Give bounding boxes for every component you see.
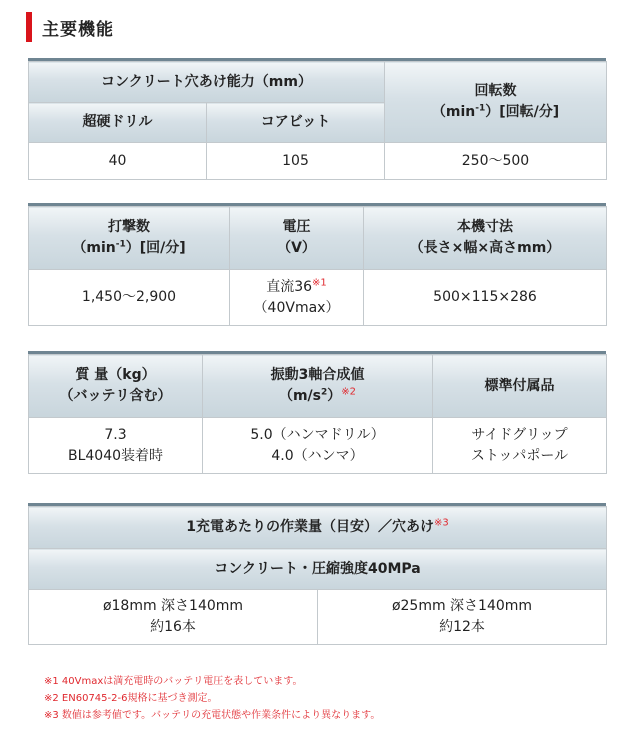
voltage-value-line2: （40Vmax） [253,299,340,316]
workload-18mm-line1: ø18mm 深さ140mm [102,598,244,614]
vibration-header-pre: （m/s [278,388,322,404]
core-bit-header: コアビット [207,103,385,143]
note-mark-1: ※1 [312,276,327,288]
accessories-value [433,418,607,474]
mass-header [29,355,203,418]
mass-header-line1: 質 量（kg） [75,367,156,383]
rpm-header-post: ）[回転/分] [485,104,560,120]
mass-value [29,418,203,474]
voltage-header [230,207,364,270]
voltage-header-line1: 電圧 [282,219,311,235]
concrete-strength-header: コンクリート・圧縮強度40MPa [29,549,607,590]
impact-header [29,207,230,270]
dimensions-header [364,207,607,270]
heading-accent-bar [26,12,32,42]
footnote-3: ※3 数値は参考値です。バッテリの充電状態や作業条件により異なります。 [44,710,381,721]
spec-table-impact [28,206,607,326]
workload-25mm-line2: 約12本 [439,619,485,635]
accessories-header: 標準付属品 [433,355,607,418]
impact-header-sup: -1 [115,239,126,250]
capacity-header: コンクリート穴あけ能力（mm） [29,62,385,103]
rpm-header-line2 [385,102,606,123]
spec-table-mass [28,354,607,474]
workload-18mm-line2: 約16本 [150,619,196,635]
rpm-header-line1: 回転数 [474,83,517,99]
voltage-value-text: 直流36 [266,278,313,295]
vibration-header-post: ） [327,388,342,404]
vibration-header [203,355,433,418]
vibration-value-line2: 4.0（ハンマ） [271,447,364,464]
mass-header-line2: （バッテリ含む） [59,388,172,404]
carbide-drill-value: 40 [29,143,207,180]
footnote-1: ※1 40Vmaxは満充電時のバッテリ電圧を表しています。 [44,676,303,687]
spec-table-workload [28,506,607,645]
note-mark-2: ※2 [341,386,357,398]
rpm-header [385,62,607,143]
rpm-header-pre: （min [431,104,476,120]
impact-header-post: ）[回/分] [125,240,186,256]
impact-header-line1: 打撃数 [108,219,150,235]
section-title: 主要機能 [42,19,114,40]
core-bit-value: 105 [207,143,385,180]
impact-value: 1,450～2,900 [29,270,230,326]
dimensions-header-line2: （長さ×幅×高さmm） [409,240,561,256]
vibration-header-line1: 振動3軸合成値 [270,367,365,383]
rpm-header-sup: -1 [475,103,486,114]
vibration-header-line2 [203,386,432,407]
vibration-header-sup: 2 [321,387,328,398]
workload-header [29,507,607,549]
impact-header-pre: （min [72,240,116,256]
vibration-value [203,418,433,474]
section-heading [26,12,114,42]
note-mark-3: ※3 [434,517,449,529]
carbide-drill-header: 超硬ドリル [29,103,207,143]
rpm-value: 250～500 [385,143,607,180]
mass-value-line2: BL4040装着時 [67,447,164,464]
spec-table-capacity [28,61,607,180]
accessories-value-line2: ストッパポール [470,447,569,464]
vibration-value-line1: 5.0（ハンマドリル） [250,426,385,443]
voltage-value [230,270,364,326]
voltage-value-line1 [230,277,363,298]
workload-header-text: 1充電あたりの作業量（目安）／穴あけ [186,519,434,535]
accessories-value-line1: サイドグリップ [471,426,568,443]
workload-25mm-line1: ø25mm 深さ140mm [391,598,533,614]
dimensions-value: 500×115×286 [364,270,607,326]
voltage-header-line2: （V） [277,240,316,256]
footnote-2: ※2 EN60745-2-6規格に基づき測定。 [44,693,218,704]
workload-value-25mm [318,590,607,645]
workload-value-18mm [29,590,318,645]
dimensions-header-line1: 本機寸法 [457,219,513,235]
impact-header-line2 [29,238,229,259]
mass-value-line1: 7.3 [104,426,127,443]
